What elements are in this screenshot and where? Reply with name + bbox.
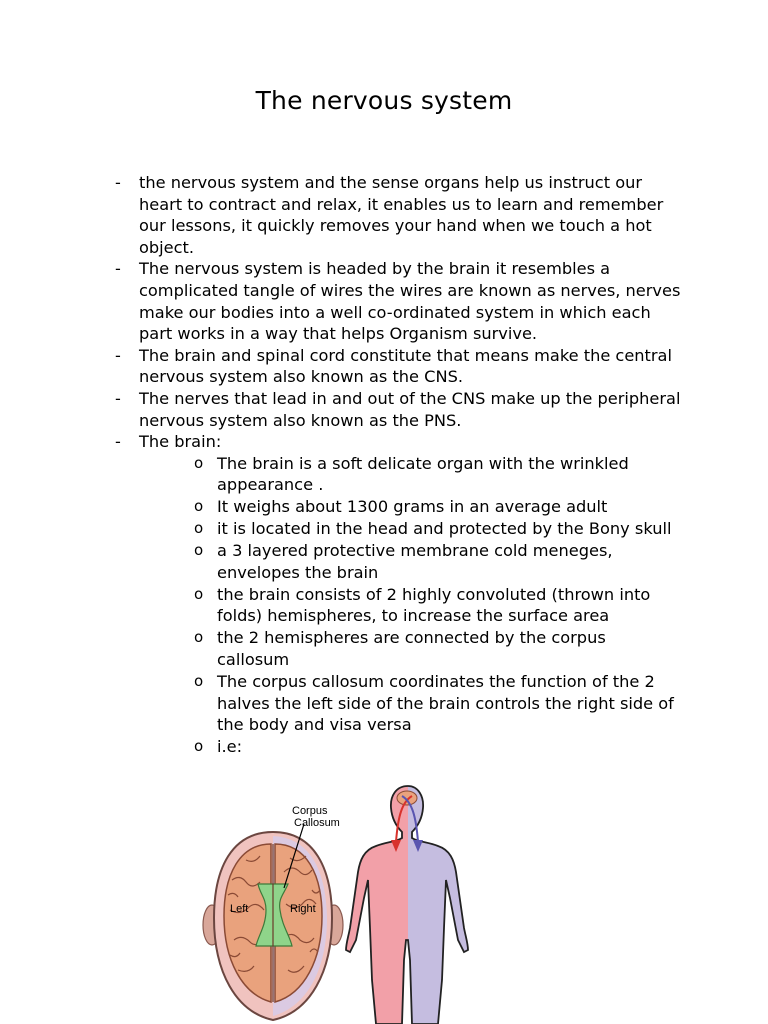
dash-marker: - (115, 432, 121, 452)
circle-marker: o (194, 541, 204, 560)
page-title: The nervous system (255, 86, 513, 115)
circle-marker: o (194, 497, 204, 516)
sub-bullet-text: The corpus callosum coordinates the function of the 2 halves the left side of the brain controls the right side of the body and visa versa (217, 672, 674, 735)
list-item (112, 172, 682, 258)
dash-marker: - (115, 173, 121, 192)
brain-body-illustration (200, 780, 490, 1024)
circle-marker: o (194, 519, 204, 538)
sub-list-item (189, 736, 682, 758)
sub-bullet-text: The brain is a soft delicate organ with the wrinkled appearance . (217, 453, 629, 495)
dash-marker: - (115, 388, 121, 408)
body-right-half-shape (408, 780, 488, 1024)
list-item (112, 258, 682, 344)
sub-list-item (189, 584, 682, 627)
circle-marker: o (194, 672, 204, 690)
sub-bullet-text: the brain consists of 2 highly convoluted (thrown into folds) hemispheres, to increase the surface area (217, 584, 651, 626)
bullet-text: the nervous system and the sense organs help us instruct our heart to contract and relax, it enables us to learn and remember our lessons, it quickly removes your hand when we touch a hot object. (139, 173, 664, 257)
figure-label-right: Right (290, 903, 316, 915)
body-left-half-shape (340, 780, 408, 1024)
circle-marker: o (194, 737, 204, 756)
human-body-figure (340, 780, 488, 1024)
sub-list-item (189, 540, 682, 583)
sub-list-item (189, 671, 682, 736)
figure-label-left: Left (230, 903, 249, 915)
bullet-text: The nervous system is headed by the brain it resembles a complicated tangle of wires the wires are known as nerves, nerves make our bodies into a well co-ordinated system in which each part works in a way that helps Organism survive. (139, 259, 681, 344)
bullet-text: The nerves that lead in and out of the CNS make up the peripheral nervous system also known as the PNS. (139, 388, 681, 430)
sub-list-item (189, 496, 682, 518)
brain-sub-list (139, 453, 682, 758)
sub-bullet-text: i.e: (217, 737, 243, 757)
sub-list-item (189, 518, 682, 540)
bullet-text: The brain: (139, 432, 222, 452)
main-bullet-list (112, 172, 682, 758)
brain-top-view (203, 805, 343, 1020)
sub-bullet-text: the 2 hemispheres are connected by the corpus callosum (217, 628, 606, 670)
sub-list-item (189, 627, 682, 670)
circle-marker: o (194, 453, 204, 472)
circle-marker: o (194, 628, 204, 647)
figure-label-callosum: Callosum (294, 817, 340, 829)
sub-bullet-text: a 3 layered protective membrane cold meneges, envelopes the brain (217, 541, 613, 582)
dash-marker: - (115, 345, 121, 365)
list-item (112, 345, 682, 388)
document-body (112, 172, 682, 758)
figure-label-corpus: Corpus (292, 805, 328, 817)
dash-marker: - (115, 259, 121, 279)
bullet-text: The brain and spinal cord constitute that means make the central nervous system also known as the CNS. (139, 345, 672, 387)
circle-marker: o (194, 584, 204, 603)
sub-bullet-text: It weighs about 1300 grams in an average adult (217, 497, 608, 517)
list-item (112, 431, 682, 758)
sub-list-item (189, 453, 682, 496)
sub-bullet-text: it is located in the head and protected by the Bony skull (217, 519, 672, 539)
head-brain-shape (397, 791, 417, 805)
list-item (112, 388, 682, 431)
